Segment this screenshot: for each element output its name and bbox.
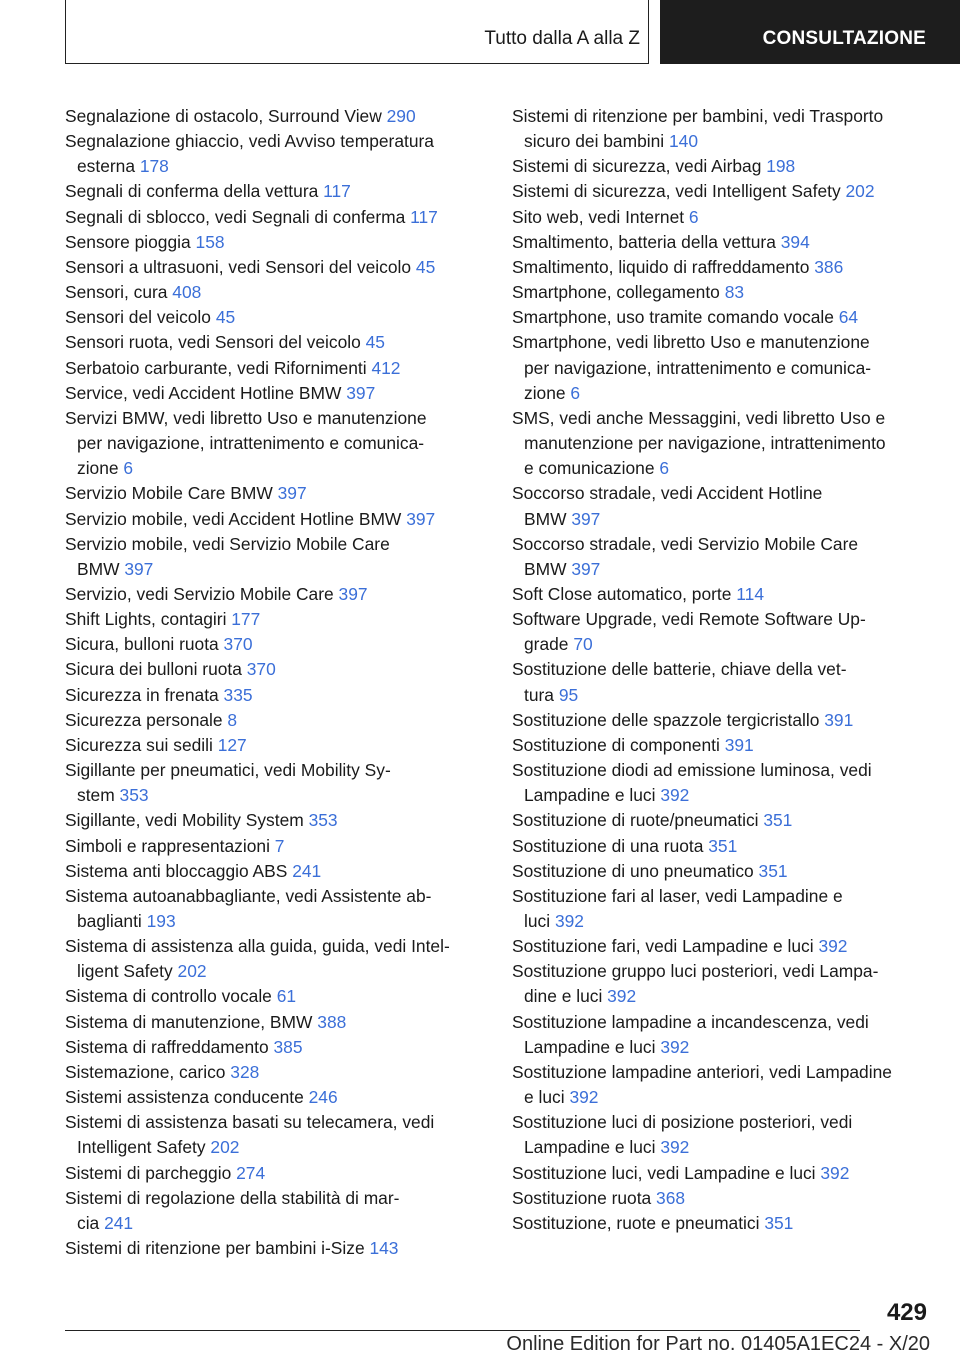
index-entry-text: Segnali di sblocco, vedi Segnali di conferma	[65, 206, 411, 227]
page-reference-link[interactable]: 392	[554, 911, 584, 931]
footer-edition: Online Edition for Part no. 01405A1EC24 - X/20	[506, 1333, 930, 1355]
page-reference-link[interactable]: 274	[236, 1162, 266, 1183]
page-reference-link[interactable]: 8	[227, 709, 238, 730]
index-entry	[512, 607, 932, 632]
page-reference-link[interactable]: 117	[323, 181, 351, 202]
index-entry-continuation	[65, 909, 485, 934]
index-entry-text: stem	[77, 785, 120, 806]
index-entry	[65, 1161, 485, 1186]
index-entry-continuation	[512, 431, 932, 456]
index-entry-text: Sostituzione delle spazzole tergicristallo	[512, 709, 825, 730]
index-entry-continuation	[65, 154, 485, 179]
index-entry-text: esterna	[77, 156, 140, 177]
index-entry-text: Lampadine e luci	[524, 785, 661, 806]
index-entry	[512, 834, 932, 859]
index-entry-text: Sostituzione di ruote/pneumatici	[512, 810, 764, 831]
page-reference-link[interactable]: 391	[724, 734, 754, 755]
index-entry	[512, 582, 932, 607]
index-entry	[65, 859, 485, 884]
index-entry	[65, 607, 485, 632]
page-reference-link[interactable]: 351	[763, 810, 793, 831]
page-reference-link[interactable]: 6	[688, 206, 699, 227]
index-entry-text: Smaltimento, batteria della vettura	[512, 231, 781, 252]
index-entry-text: Sistemi di regolazione della stabilità di mar-	[65, 1187, 400, 1208]
page-reference-link[interactable]: 328	[230, 1061, 260, 1082]
index-entry	[65, 657, 485, 682]
index-entry	[512, 532, 932, 557]
index-entry-text: Software Upgrade, vedi Remote Software Up-	[512, 609, 866, 630]
index-entry	[512, 808, 932, 833]
index-entry-continuation	[65, 431, 485, 456]
index-entry	[65, 1186, 485, 1211]
index-entry-text: Sicurezza personale	[65, 709, 228, 730]
index-entry-text: cia	[77, 1212, 105, 1233]
index-entry-text: SMS, vedi anche Messaggini, vedi libretto Uso e	[512, 407, 886, 428]
index-entry-text: Sistemi di sicurezza, vedi Intelligent Safety	[512, 181, 846, 202]
index-entry-text: Shift Lights, contagiri	[65, 609, 232, 630]
index-entry-text: Sostituzione di uno pneumatico	[512, 860, 759, 881]
index-entry-text: Sistema autoanabbagliante, vedi Assistente ab-	[65, 885, 432, 906]
index-entry-text: manutenzione per navigazione, intrattenimento	[524, 433, 886, 454]
index-entry-text: Sistemi di ritenzione per bambini i-Size	[65, 1238, 370, 1259]
page-reference-link[interactable]: 177	[231, 609, 261, 630]
index-entry-continuation	[65, 959, 485, 984]
page-reference-link[interactable]: 6	[659, 458, 670, 479]
index-entry-continuation	[512, 1035, 932, 1060]
index-entry	[512, 280, 932, 305]
index-entry-text: tura	[524, 684, 559, 705]
index-entry	[512, 934, 932, 959]
index-entry-text: Sostituzione luci, vedi Lampadine e luci	[512, 1162, 821, 1183]
index-entry-continuation	[512, 984, 932, 1009]
index-entry-continuation	[512, 632, 932, 657]
index-entry	[65, 808, 485, 833]
page-reference-link[interactable]: 95	[558, 684, 579, 705]
index-entry-continuation	[512, 507, 932, 532]
index-entry	[512, 733, 932, 758]
index-entry	[512, 330, 932, 355]
index-entry	[65, 733, 485, 758]
page-reference-link[interactable]: 202	[210, 1137, 240, 1158]
index-entry	[512, 1010, 932, 1035]
index-entry-text: grade	[524, 634, 574, 655]
page-reference-link[interactable]: 7	[274, 835, 285, 856]
index-entry-continuation	[512, 381, 932, 406]
index-entry-text: Smartphone, collegamento	[512, 282, 725, 303]
page-reference-link[interactable]: 241	[104, 1212, 134, 1233]
index-entry	[65, 255, 485, 280]
page-reference-link[interactable]: 388	[317, 1011, 347, 1032]
index-entry-continuation	[65, 1211, 485, 1236]
index-entry-text: Servizio mobile, vedi Servizio Mobile Care	[65, 533, 390, 554]
header-right-rule	[648, 0, 649, 64]
page-reference-link[interactable]: 397	[124, 558, 154, 579]
page-reference-link[interactable]: 385	[273, 1036, 303, 1057]
index-entry-text: Servizi BMW, vedi libretto Uso e manutenzione	[65, 407, 427, 428]
index-entry	[65, 406, 485, 431]
index-entry-text: Sostituzione di componenti	[512, 734, 725, 755]
index-entry-text: Sistema di controllo vocale	[65, 986, 277, 1007]
page-reference-link[interactable]: 202	[845, 181, 875, 202]
index-entry-text: Sensori, cura	[65, 282, 173, 303]
index-entry-text: Sistemi di parcheggio	[65, 1162, 237, 1183]
index-entry-text: Servizio Mobile Care BMW	[65, 483, 278, 504]
page-reference-link[interactable]: 114	[736, 583, 764, 604]
index-entry-text: Smaltimento, liquido di raffreddamento	[512, 256, 815, 277]
index-entry-text: Intelligent Safety	[77, 1137, 211, 1158]
index-entry-continuation	[512, 1085, 932, 1110]
index-entry-text: luci	[524, 911, 555, 931]
index-entry-text: Sistemi di ritenzione per bambini, vedi Trasporto	[512, 106, 884, 126]
index-entry	[512, 154, 932, 179]
index-entry-text: Sostituzione di una ruota	[512, 835, 709, 856]
index-entry	[65, 1010, 485, 1035]
page-reference-link[interactable]: 394	[780, 231, 810, 252]
index-entry-text: Sensori a ultrasuoni, vedi Sensori del veicolo	[65, 256, 416, 277]
index-entry-text: Sostituzione fari, vedi Lampadine e luci	[512, 936, 819, 957]
index-entry	[512, 959, 932, 984]
footer-rule	[65, 1330, 860, 1331]
index-entry	[512, 1161, 932, 1186]
index-entry	[512, 406, 932, 431]
index-entry-text: zione	[524, 382, 571, 403]
index-entry	[512, 1186, 932, 1211]
page-reference-link[interactable]: 335	[223, 684, 253, 705]
index-entry	[65, 305, 485, 330]
index-entry	[512, 205, 932, 230]
index-entry-text: Sicurezza sui sedili	[65, 734, 218, 755]
index-entry	[512, 708, 932, 733]
page-reference-link[interactable]: 397	[406, 508, 436, 529]
page-reference-link[interactable]: 397	[277, 483, 307, 504]
index-entry-text: Sistema di assistenza alla guida, guida, vedi Intel-	[65, 936, 450, 957]
index-entry	[65, 280, 485, 305]
page-reference-link[interactable]: 45	[215, 307, 236, 328]
index-entry-text: Sicura dei bulloni ruota	[65, 659, 247, 680]
index-entry-text: Sistemazione, carico	[65, 1061, 231, 1082]
index-entry	[512, 230, 932, 255]
chapter-tab[interactable]	[660, 0, 960, 64]
index-entry-continuation	[65, 557, 485, 582]
page-reference-link[interactable]: 83	[724, 282, 745, 303]
index-entry	[512, 1110, 932, 1135]
index-entry-text: BMW	[77, 558, 125, 579]
index-entry-text: Smartphone, uso tramite comando vocale	[512, 307, 839, 328]
index-entry-text: Lampadine e luci	[524, 1036, 661, 1057]
index-entry-text: Sostituzione delle batterie, chiave della vet-	[512, 659, 847, 680]
index-entry-text: Smartphone, vedi libretto Uso e manutenzione	[512, 332, 870, 353]
index-entry-text: Sostituzione lampadine a incandescenza, vedi	[512, 1011, 869, 1032]
index-entry	[65, 632, 485, 657]
page-reference-link[interactable]: 397	[571, 508, 601, 529]
index-entry-text: Sistema di raffreddamento	[65, 1036, 274, 1057]
index-entry-text: Sostituzione lampadine anteriori, vedi Lampadine	[512, 1061, 892, 1082]
index-entry	[65, 481, 485, 506]
page-reference-link[interactable]: 392	[660, 1036, 690, 1057]
index-entry-text: Segnalazione di ostacolo, Surround View	[65, 106, 387, 126]
page-reference-link[interactable]: 392	[569, 1087, 599, 1108]
index-entry-text: Sicura, bulloni ruota	[65, 634, 224, 655]
page-reference-link[interactable]: 392	[660, 785, 690, 806]
index-entry-continuation	[512, 909, 932, 934]
index-entry-text: sicuro dei bambini	[524, 131, 669, 152]
page-reference-link[interactable]: 127	[217, 734, 247, 755]
index-entry	[512, 104, 932, 129]
index-entry	[65, 356, 485, 381]
index-entry	[512, 305, 932, 330]
index-entry	[65, 205, 485, 230]
index-entry	[65, 104, 485, 129]
index-entry	[65, 1035, 485, 1060]
page-reference-link[interactable]: 353	[308, 810, 338, 831]
index-entry-text: Sito web, vedi Internet	[512, 206, 689, 227]
page-reference-link[interactable]: 143	[369, 1238, 399, 1259]
index-entry-text: baglianti	[77, 911, 147, 931]
index-entry-text: Servizio, vedi Servizio Mobile Care	[65, 583, 339, 604]
page-reference-link[interactable]: 397	[338, 583, 368, 604]
index-entry-text: Sostituzione diodi ad emissione luminosa, vedi	[512, 760, 872, 781]
index-entry-continuation	[512, 557, 932, 582]
page-reference-link[interactable]: 198	[766, 156, 796, 177]
index-entry	[65, 507, 485, 532]
index-entry-text: Sostituzione luci di posizione posteriori, vedi	[512, 1112, 853, 1133]
index-entry-text: Service, vedi Accident Hotline BMW	[65, 382, 347, 403]
index-entry-text: BMW	[524, 508, 572, 529]
index-entry-text: Segnali di conferma della vettura	[65, 181, 324, 202]
index-entry	[65, 834, 485, 859]
index-entry	[65, 758, 485, 783]
page-reference-link[interactable]: 246	[308, 1087, 338, 1108]
section-title: Tutto dalla A alla Z	[484, 28, 640, 49]
index-entry	[65, 129, 485, 154]
page-reference-link[interactable]: 351	[708, 835, 738, 856]
index-entry-text: Soft Close automatico, porte	[512, 583, 737, 604]
page-reference-link[interactable]: 351	[764, 1212, 794, 1233]
page-reference-link[interactable]: 397	[346, 382, 376, 403]
index-entry	[512, 657, 932, 682]
page-reference-link[interactable]: 140	[669, 131, 699, 152]
index-entry-continuation	[65, 1135, 485, 1160]
index-entry	[512, 758, 932, 783]
page-reference-link[interactable]: 290	[386, 106, 416, 126]
index-entry-text: Simboli e rappresentazioni	[65, 835, 275, 856]
page-reference-link[interactable]: 45	[365, 332, 385, 353]
index-entry-text: per navigazione, intrattenimento e comunica-	[77, 433, 425, 454]
page-reference-link[interactable]: 202	[177, 961, 207, 982]
index-entry-continuation	[512, 356, 932, 381]
page-reference-link[interactable]: 370	[246, 659, 276, 680]
index-entry-text: per navigazione, intrattenimento e comunica-	[524, 357, 872, 378]
index-entry-text: Sigillante per pneumatici, vedi Mobility Sy-	[65, 760, 391, 781]
index-entry	[65, 532, 485, 557]
index-entry	[65, 230, 485, 255]
page-reference-link[interactable]: 353	[119, 785, 149, 806]
index-entry-text: Sensori del veicolo	[65, 307, 216, 328]
page-reference-link[interactable]: 392	[818, 936, 848, 957]
page-reference-link[interactable]: 6	[570, 382, 581, 403]
page-reference-link[interactable]: 6	[123, 458, 134, 479]
page-reference-link[interactable]: 412	[371, 357, 401, 378]
index-entry	[512, 884, 932, 909]
index-entry-text: dine e luci	[524, 986, 608, 1007]
index-entry-continuation	[65, 783, 485, 808]
page-reference-link[interactable]: 392	[660, 1137, 690, 1158]
index-entry	[65, 984, 485, 1009]
page-reference-link[interactable]: 193	[146, 911, 176, 931]
index-entry-text: Sostituzione fari al laser, vedi Lampadine e	[512, 885, 843, 906]
page-reference-link[interactable]: 158	[195, 231, 225, 252]
index-entry-continuation	[512, 129, 932, 154]
page-reference-link[interactable]: 45	[415, 256, 436, 277]
index-entry-text: zione	[77, 458, 124, 479]
header-left-rule	[65, 0, 66, 64]
index-entry-text: ligent Safety	[77, 961, 178, 982]
index-entry-continuation	[512, 1135, 932, 1160]
index-entry-text: Sistemi di sicurezza, vedi Airbag	[512, 156, 767, 177]
index-entry	[65, 934, 485, 959]
page-reference-link[interactable]: 70	[573, 634, 593, 655]
index-entry-text: BMW	[524, 558, 572, 579]
page-reference-link[interactable]: 397	[571, 558, 601, 579]
page-reference-link[interactable]: 64	[838, 307, 859, 328]
index-entry	[512, 481, 932, 506]
index-entry	[65, 884, 485, 909]
index-entry-text: Soccorso stradale, vedi Servizio Mobile Care	[512, 533, 859, 554]
index-entry	[512, 1060, 932, 1085]
index-entry-text: Sigillante, vedi Mobility System	[65, 810, 309, 831]
chapter-tab-label: CONSULTAZIONE	[762, 28, 926, 49]
index-entry	[65, 683, 485, 708]
page-reference-link[interactable]: 61	[276, 986, 297, 1007]
index-entry-text: e luci	[524, 1087, 570, 1108]
index-entry	[65, 330, 485, 355]
page-reference-link[interactable]: 370	[223, 634, 253, 655]
index-entry	[65, 1060, 485, 1085]
index-entry	[65, 179, 485, 204]
index-entry-text: Segnalazione ghiaccio, vedi Avviso temperatura	[65, 131, 434, 152]
page-reference-link[interactable]: 368	[656, 1187, 686, 1208]
index-column-right	[512, 104, 932, 1236]
index-entry-text: Sensori ruota, vedi Sensori del veicolo	[65, 332, 366, 353]
index-entry	[512, 859, 932, 884]
index-entry	[65, 708, 485, 733]
index-entry	[512, 255, 932, 280]
index-entry	[65, 1236, 485, 1261]
index-entry-text: Servizio mobile, vedi Accident Hotline BMW	[65, 508, 407, 529]
header-bottom-rule	[65, 63, 648, 64]
index-entry-text: Sensore pioggia	[65, 231, 196, 252]
index-entry	[512, 1211, 932, 1236]
index-entry-continuation	[512, 783, 932, 808]
index-entry	[512, 179, 932, 204]
page-number: 429	[886, 1299, 927, 1326]
index-entry-continuation	[65, 456, 485, 481]
page-reference-link[interactable]: 391	[824, 709, 854, 730]
page-reference-link[interactable]: 178	[139, 156, 169, 177]
index-entry-text: Serbatoio carburante, vedi Rifornimenti	[65, 357, 372, 378]
index-entry-text: Sistema di manutenzione, BMW	[65, 1011, 318, 1032]
index-entry	[65, 1085, 485, 1110]
index-entry	[65, 1110, 485, 1135]
page-reference-link[interactable]: 392	[820, 1162, 850, 1183]
index-entry-text: Sistemi assistenza conducente	[65, 1087, 309, 1108]
page-reference-link[interactable]: 408	[172, 282, 202, 303]
index-entry-text: Sicurezza in frenata	[65, 684, 224, 705]
index-entry-text: e comunicazione	[524, 458, 660, 479]
index-entry-continuation	[512, 456, 932, 481]
index-entry-text: Lampadine e luci	[524, 1137, 661, 1158]
page-reference-link[interactable]: 351	[758, 860, 788, 881]
index-entry-text: Sostituzione, ruote e pneumatici	[512, 1212, 765, 1233]
page-reference-link[interactable]: 392	[607, 986, 637, 1007]
index-entry-text: Sostituzione ruota	[512, 1187, 657, 1208]
index-entry-continuation	[512, 683, 932, 708]
index-entry-text: Sistema anti bloccaggio ABS	[65, 860, 293, 881]
index-entry	[65, 381, 485, 406]
index-entry-text: Soccorso stradale, vedi Accident Hotline	[512, 483, 823, 504]
index-entry-text: Sistemi di assistenza basati su telecamera, vedi	[65, 1112, 435, 1133]
page-reference-link[interactable]: 117	[410, 206, 438, 227]
page-reference-link[interactable]: 386	[814, 256, 844, 277]
page-reference-link[interactable]: 241	[292, 860, 322, 881]
index-column-left	[65, 104, 485, 1261]
index-entry	[65, 582, 485, 607]
index-entry-text: Sostituzione gruppo luci posteriori, vedi Lampa-	[512, 961, 879, 982]
